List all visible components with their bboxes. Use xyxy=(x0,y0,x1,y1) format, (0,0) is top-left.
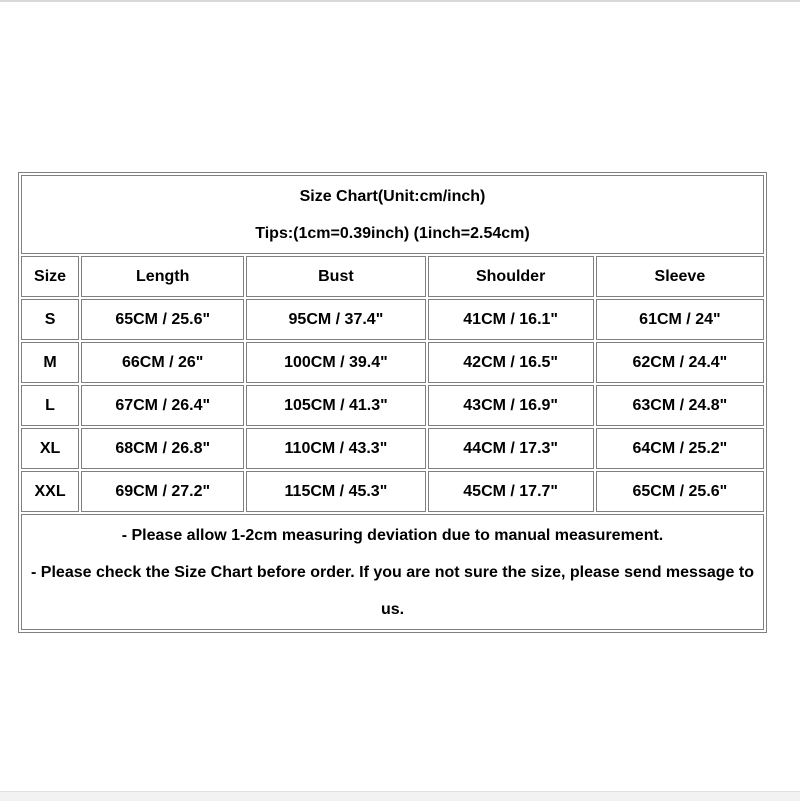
size-cell: XL xyxy=(21,428,79,469)
size-chart-table xyxy=(18,172,767,633)
sleeve-cell: 64CM / 25.2" xyxy=(596,428,764,469)
sleeve-cell: 61CM / 24" xyxy=(596,299,764,340)
shoulder-cell: 44CM / 17.3" xyxy=(428,428,594,469)
column-header-size: Size xyxy=(21,256,79,297)
shoulder-cell: 45CM / 17.7" xyxy=(428,471,594,512)
note-deviation: - Please allow 1-2cm measuring deviation due to manual measurement. xyxy=(121,526,664,544)
sleeve-cell: 65CM / 25.6" xyxy=(596,471,764,512)
note-check-size: - Please check the Size Chart before order. If you are not sure the size, please send message to us. xyxy=(31,563,754,618)
column-header-length: Length xyxy=(81,256,244,297)
top-divider xyxy=(0,0,800,2)
shoulder-cell: 41CM / 16.1" xyxy=(428,299,594,340)
notes-row xyxy=(21,514,764,630)
chart-tips: Tips:(1cm=0.39inch) (1inch=2.54cm) xyxy=(255,224,530,242)
length-cell: 65CM / 25.6" xyxy=(81,299,244,340)
length-cell: 67CM / 26.4" xyxy=(81,385,244,426)
bust-cell: 105CM / 41.3" xyxy=(246,385,425,426)
length-cell: 66CM / 26" xyxy=(81,342,244,383)
bust-cell: 95CM / 37.4" xyxy=(246,299,425,340)
size-cell: S xyxy=(21,299,79,340)
table-row xyxy=(21,342,764,383)
table-row xyxy=(21,385,764,426)
notes-cell xyxy=(21,514,764,630)
column-header-sleeve: Sleeve xyxy=(596,256,764,297)
size-cell: L xyxy=(21,385,79,426)
length-cell: 68CM / 26.8" xyxy=(81,428,244,469)
shoulder-cell: 42CM / 16.5" xyxy=(428,342,594,383)
column-header-shoulder: Shoulder xyxy=(428,256,594,297)
column-header-bust: Bust xyxy=(246,256,425,297)
sleeve-cell: 63CM / 24.8" xyxy=(596,385,764,426)
table-row xyxy=(21,299,764,340)
sleeve-cell: 62CM / 24.4" xyxy=(596,342,764,383)
chart-header-row xyxy=(21,175,764,254)
table-row xyxy=(21,471,764,512)
shoulder-cell: 43CM / 16.9" xyxy=(428,385,594,426)
bust-cell: 100CM / 39.4" xyxy=(246,342,425,383)
length-cell: 69CM / 27.2" xyxy=(81,471,244,512)
bust-cell: 110CM / 43.3" xyxy=(246,428,425,469)
chart-header xyxy=(21,175,764,254)
size-cell: XXL xyxy=(21,471,79,512)
chart-title: Size Chart(Unit:cm/inch) xyxy=(299,187,486,205)
bust-cell: 115CM / 45.3" xyxy=(246,471,425,512)
column-header-row xyxy=(21,256,764,297)
table-row xyxy=(21,428,764,469)
size-cell: M xyxy=(21,342,79,383)
